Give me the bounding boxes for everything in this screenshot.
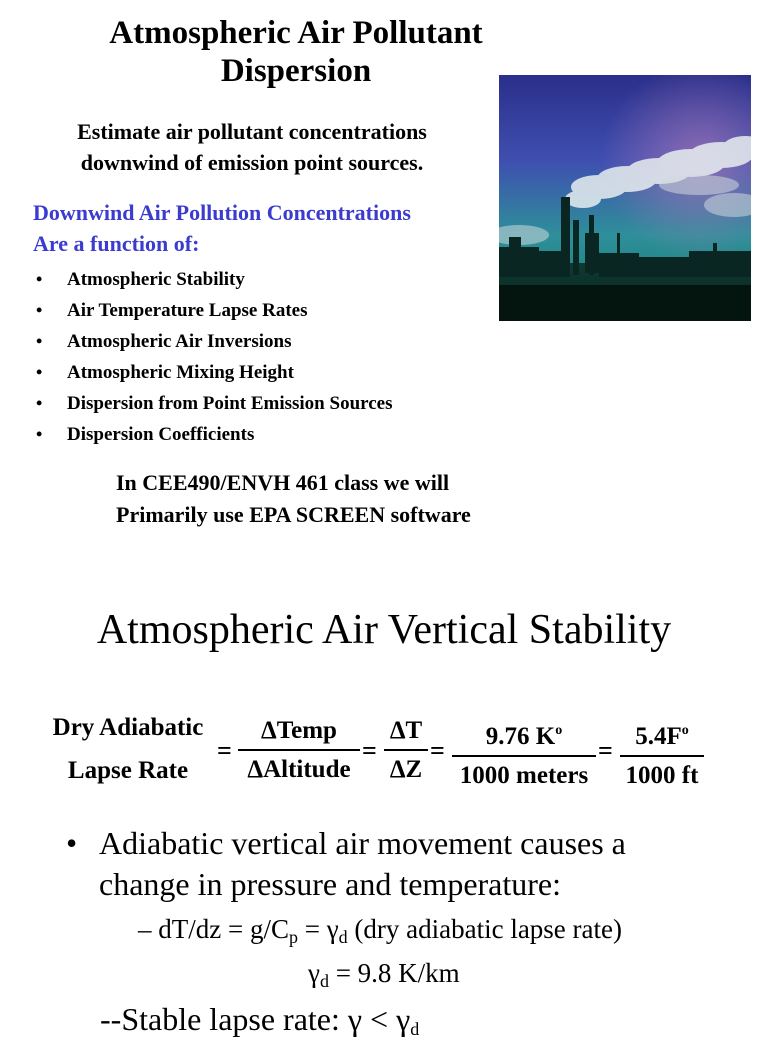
list-item: • Atmospheric Mixing Height xyxy=(36,357,393,388)
equals-sign: = xyxy=(217,736,232,765)
subscript-d: d xyxy=(319,971,329,991)
fraction-bar xyxy=(384,749,428,751)
fraction-delta-temp xyxy=(238,716,360,785)
class-note xyxy=(116,467,676,531)
kelvin-value: 9.76 K xyxy=(485,723,556,750)
fraction-numerator: ΔTemp xyxy=(261,717,337,744)
fraction-bar xyxy=(452,755,596,757)
class-note-line-2: Primarily use EPA SCREEN software xyxy=(116,502,471,527)
subscript-p: p xyxy=(288,927,298,947)
equals-sign: = xyxy=(598,736,613,765)
fraction-kelvin xyxy=(452,716,596,791)
equals-sign: = xyxy=(430,736,445,765)
factors-heading xyxy=(33,197,493,259)
degree-symbol: o xyxy=(555,723,563,738)
formula-mid: = γ xyxy=(297,914,339,944)
fraction-denominator: ΔZ xyxy=(389,756,423,783)
equation-label-bottom: Lapse Rate xyxy=(67,757,189,784)
page-title: Atmospheric Air Pollutant Dispersion xyxy=(109,15,483,89)
formula-suffix: (dry adiabatic lapse rate) xyxy=(347,914,622,944)
fraction-numerator xyxy=(620,716,704,752)
smokestack-photo xyxy=(499,75,751,321)
section-title: Atmospheric Air Vertical Stability xyxy=(96,607,672,653)
bullet-text-line-2: change in pressure and temperature: xyxy=(99,866,562,902)
fraction-bar xyxy=(620,755,704,757)
factors-heading-line-1: Downwind Air Pollution Concentrations xyxy=(33,200,411,225)
list-item: • Dispersion from Point Emission Sources xyxy=(36,388,393,419)
gamma-value: = 9.8 K/km xyxy=(328,958,460,988)
equation-label-top: Dry Adiabatic xyxy=(52,714,204,741)
list-item: • Dispersion Coefficients xyxy=(36,419,393,450)
factors-list xyxy=(36,264,393,450)
bullet-dot: • xyxy=(66,825,78,861)
fahrenheit-value: 5.4F xyxy=(635,723,682,750)
fraction-delta-t xyxy=(384,716,428,785)
bullet-text-line-1: Adiabatic vertical air movement causes a xyxy=(99,825,626,861)
list-item: • Air Temperature Lapse Rates xyxy=(36,295,393,326)
list-item: • Atmospheric Air Inversions xyxy=(36,326,393,357)
formula-gamma-value xyxy=(308,957,608,997)
fraction-denominator: 1000 ft xyxy=(625,762,699,789)
factors-heading-line-2: Are a function of: xyxy=(33,231,200,256)
formula-stable-lapse xyxy=(100,999,600,1049)
fraction-fahrenheit xyxy=(620,716,704,791)
class-note-line-1: In CEE490/ENVH 461 class we will xyxy=(116,470,450,495)
fraction-denominator: 1000 meters xyxy=(459,762,589,789)
degree-symbol: o xyxy=(681,723,689,738)
subtitle xyxy=(30,116,474,178)
formula-lapse-rate xyxy=(138,913,698,953)
fraction-numerator xyxy=(452,716,596,752)
equals-sign: = xyxy=(362,736,377,765)
subtitle-line-2: downwind of emission point sources. xyxy=(80,150,424,175)
subscript-d: d xyxy=(338,927,348,947)
subscript-d: d xyxy=(410,1019,420,1039)
gamma-symbol: γ xyxy=(308,958,320,988)
fraction-numerator: ΔT xyxy=(389,717,423,744)
formula-prefix: – dT/dz = g/C xyxy=(138,914,289,944)
stable-lapse-text: --Stable lapse rate: γ < γ xyxy=(100,1001,411,1037)
subtitle-line-1: Estimate air pollutant concentrations xyxy=(77,119,427,144)
adiabatic-bullet xyxy=(66,823,706,905)
list-item: • Atmospheric Stability xyxy=(36,264,393,295)
fraction-bar xyxy=(238,749,360,751)
fraction-denominator: ΔAltitude xyxy=(247,756,351,783)
